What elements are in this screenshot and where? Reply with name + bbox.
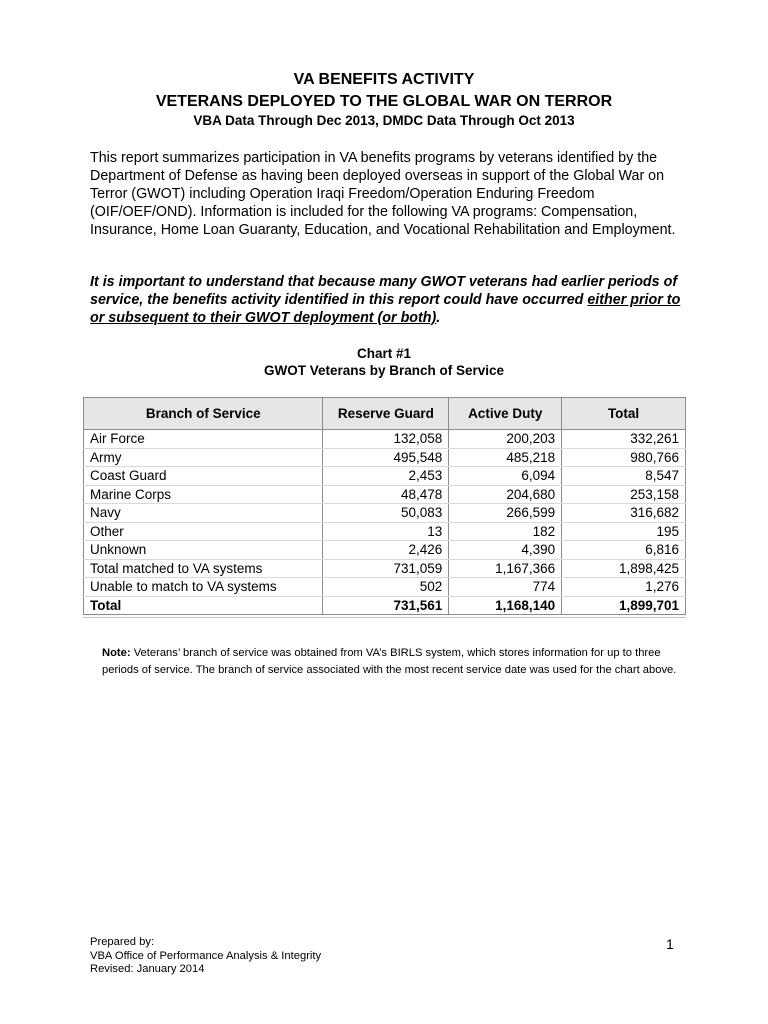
table-row bbox=[84, 522, 686, 541]
branch-cell: Navy bbox=[84, 504, 323, 523]
branch-cell: Total matched to VA systems bbox=[84, 559, 323, 578]
reserve-guard-cell: 2,426 bbox=[323, 541, 449, 560]
active-duty-cell: 200,203 bbox=[449, 430, 562, 449]
reserve-guard-cell: 48,478 bbox=[323, 485, 449, 504]
branch-cell: Air Force bbox=[84, 430, 323, 449]
table-header-row bbox=[84, 398, 686, 430]
note-paragraph bbox=[102, 645, 682, 679]
footer-revised: Revised: January 2014 bbox=[90, 963, 205, 975]
branch-cell: Unknown bbox=[84, 541, 323, 560]
grand-total-cell: 1,899,701 bbox=[562, 596, 686, 615]
reserve-guard-cell: 13 bbox=[323, 522, 449, 541]
table-row bbox=[84, 504, 686, 523]
total-cell: 332,261 bbox=[562, 430, 686, 449]
active-duty-cell: 204,680 bbox=[449, 485, 562, 504]
table-total-row bbox=[84, 596, 686, 615]
branch-cell: Other bbox=[84, 522, 323, 541]
reserve-guard-cell: 132,058 bbox=[323, 430, 449, 449]
reserve-guard-cell: 2,453 bbox=[323, 467, 449, 486]
report-title-line2: VETERANS DEPLOYED TO THE GLOBAL WAR ON TERROR bbox=[155, 93, 613, 110]
page-number: 1 bbox=[666, 936, 674, 952]
warning-text: It is important to understand that because many GWOT veterans had earlier periods of service, the benefits activity identified in this report could have occurred bbox=[90, 274, 678, 308]
intro-paragraph: This report summarizes participation in VA benefits programs by veterans identified by the Department of Defense as having been deployed overseas in support of the Global War on Terror (GWOT) including Operation Iraqi Freedom/Operation Enduring Freedom (OIF/OEF/OND). Information is included for the following VA programs: Compensation, Insurance, Home Loan Guaranty, Education, and Vocational Rehabilitation and Employment. bbox=[90, 150, 676, 238]
table-row bbox=[84, 559, 686, 578]
branch-of-service-table bbox=[83, 397, 686, 615]
reserve-guard-cell: 502 bbox=[323, 578, 449, 597]
total-reserve-guard-cell: 731,561 bbox=[323, 596, 449, 615]
note-text: Veterans’ branch of service was obtained from VA’s BIRLS system, which stores information for up to three periods of service. The branch of service associated with the most recent service date was used for the chart above. bbox=[102, 647, 677, 676]
header-total: Total bbox=[562, 398, 686, 430]
table-row bbox=[84, 430, 686, 449]
branch-cell: Coast Guard bbox=[84, 467, 323, 486]
header-branch: Branch of Service bbox=[84, 398, 323, 430]
note-label: Note: bbox=[102, 647, 131, 659]
total-cell: 6,816 bbox=[562, 541, 686, 560]
warning-end: . bbox=[436, 310, 441, 326]
total-cell: 1,898,425 bbox=[562, 559, 686, 578]
total-active-duty-cell: 1,168,140 bbox=[449, 596, 562, 615]
active-duty-cell: 266,599 bbox=[449, 504, 562, 523]
active-duty-cell: 182 bbox=[449, 522, 562, 541]
chart-title: GWOT Veterans by Branch of Service bbox=[263, 363, 505, 378]
report-title: VA BENEFITS ACTIVITY bbox=[293, 71, 475, 88]
header-active-duty: Active Duty bbox=[449, 398, 562, 430]
table-row bbox=[84, 448, 686, 467]
reserve-guard-cell: 50,083 bbox=[323, 504, 449, 523]
total-cell: 195 bbox=[562, 522, 686, 541]
table-row bbox=[84, 578, 686, 597]
total-cell: 980,766 bbox=[562, 448, 686, 467]
active-duty-cell: 1,167,366 bbox=[449, 559, 562, 578]
table-row bbox=[84, 485, 686, 504]
chart-number: Chart #1 bbox=[356, 346, 412, 361]
warning-paragraph bbox=[90, 273, 690, 327]
table-row bbox=[84, 541, 686, 560]
branch-cell: Marine Corps bbox=[84, 485, 323, 504]
total-cell: 253,158 bbox=[562, 485, 686, 504]
active-duty-cell: 774 bbox=[449, 578, 562, 597]
footer-prepared-by: Prepared by: bbox=[90, 936, 155, 948]
total-label-cell: Total bbox=[84, 596, 323, 615]
footer bbox=[90, 936, 321, 977]
active-duty-cell: 6,094 bbox=[449, 467, 562, 486]
reserve-guard-cell: 495,548 bbox=[323, 448, 449, 467]
total-cell: 8,547 bbox=[562, 467, 686, 486]
table-row bbox=[84, 467, 686, 486]
warning-underlined-text: either prior to or subsequent to their GWOT deployment (or both) bbox=[90, 292, 681, 326]
active-duty-cell: 485,218 bbox=[449, 448, 562, 467]
total-cell: 316,682 bbox=[562, 504, 686, 523]
branch-cell: Unable to match to VA systems bbox=[84, 578, 323, 597]
total-cell: 1,276 bbox=[562, 578, 686, 597]
reserve-guard-cell: 731,059 bbox=[323, 559, 449, 578]
active-duty-cell: 4,390 bbox=[449, 541, 562, 560]
footer-office: VBA Office of Performance Analysis & Integrity bbox=[90, 949, 322, 962]
report-subtitle: VBA Data Through Dec 2013, DMDC Data Through Oct 2013 bbox=[193, 113, 575, 128]
branch-cell: Army bbox=[84, 448, 323, 467]
header-reserve-guard: Reserve Guard bbox=[323, 398, 449, 430]
